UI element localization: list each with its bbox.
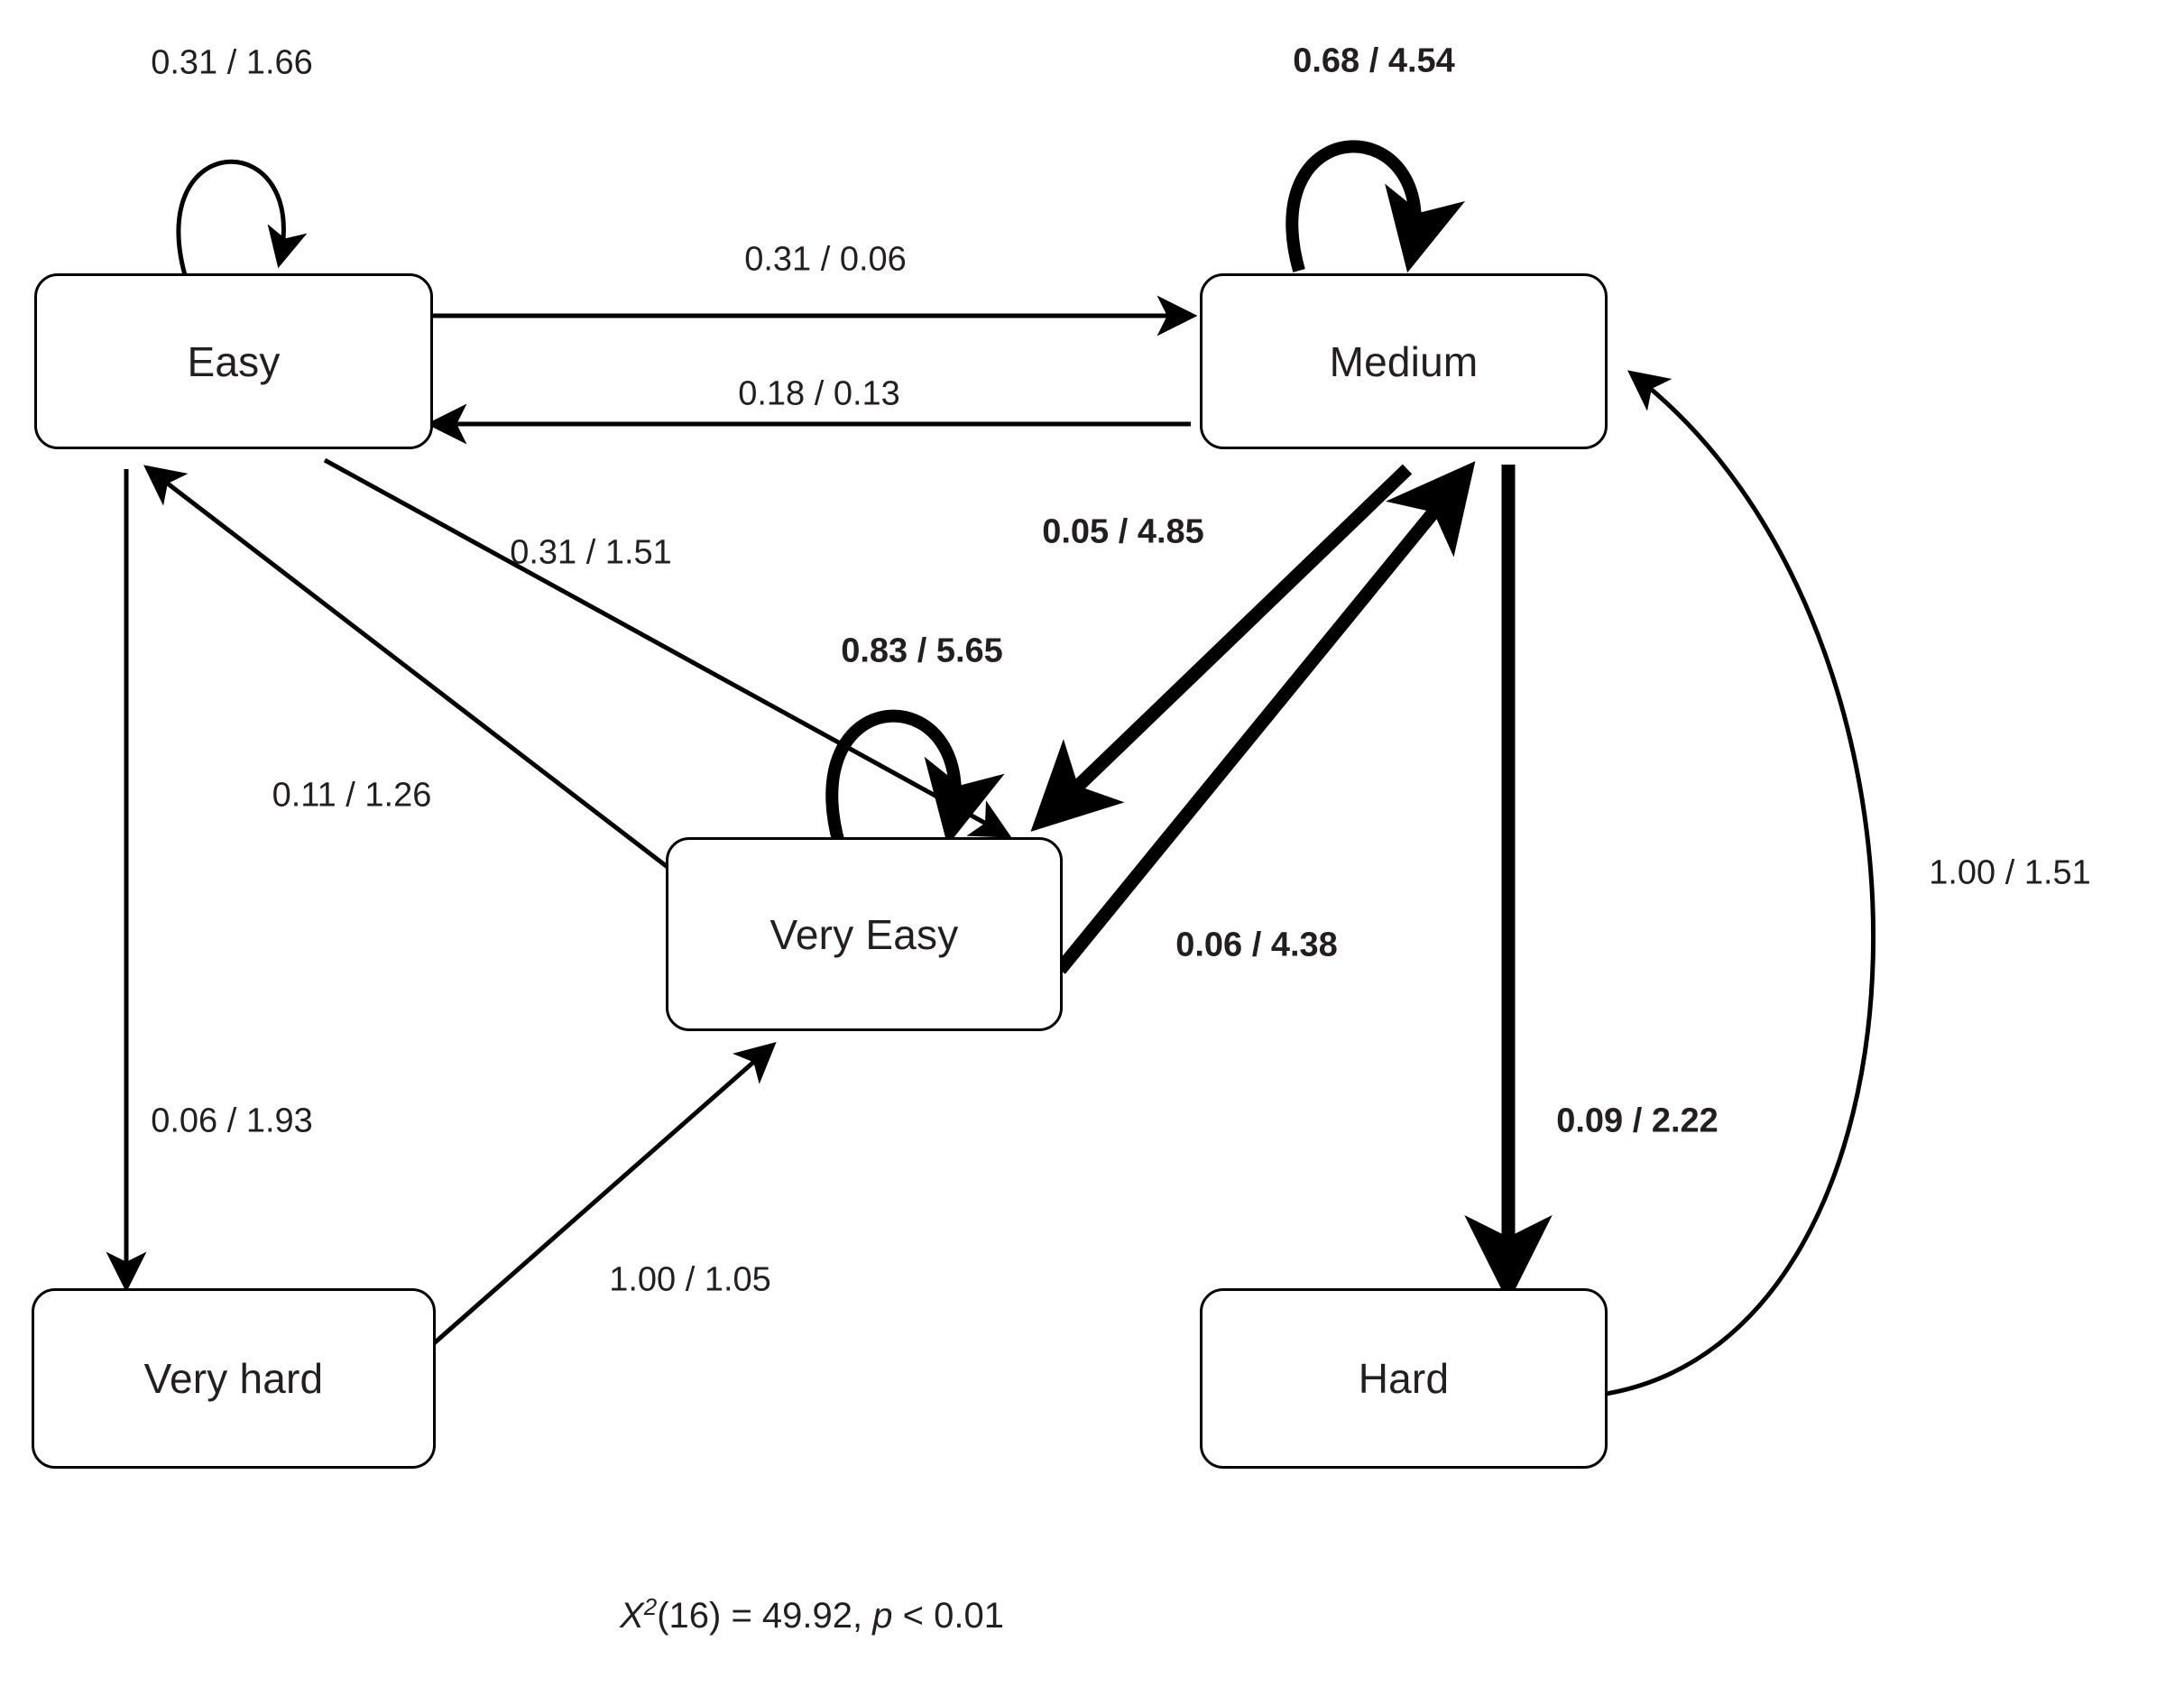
edge-label-easy-self: 0.31 / 1.66 <box>151 43 313 82</box>
chi-square-footnote <box>620 1593 1004 1636</box>
edge-label-very-easy-to-medium: 0.06 / 4.38 <box>1175 926 1338 964</box>
edge-very-easy-to-medium <box>1060 478 1461 970</box>
edge-label-medium-self: 0.68 / 4.54 <box>1293 41 1455 80</box>
node-very-hard-label: Very hard <box>143 1355 324 1402</box>
edge-very-easy-self <box>832 716 955 844</box>
edge-label-very-easy-self: 0.83 / 5.65 <box>841 631 1003 670</box>
edge-label-very-hard-to-very-easy: 1.00 / 1.05 <box>609 1260 771 1299</box>
edge-label-hard-to-medium: 1.00 / 1.51 <box>1929 853 2091 892</box>
edge-label-easy-to-medium: 0.31 / 0.06 <box>744 240 907 279</box>
edge-label-easy-to-very-easy: 0.31 / 1.51 <box>510 533 672 572</box>
edge-medium-self <box>1292 146 1415 271</box>
node-medium-label: Medium <box>1329 337 1479 385</box>
chi-symbol: X <box>620 1596 644 1636</box>
edge-hard-to-medium <box>1606 374 1874 1394</box>
node-easy-label: Easy <box>187 337 281 385</box>
node-hard-label: Hard <box>1358 1355 1450 1402</box>
node-easy[interactable] <box>34 273 433 449</box>
edge-easy-self <box>179 161 284 275</box>
node-medium[interactable] <box>1200 273 1608 449</box>
edge-label-medium-to-very-easy: 0.05 / 4.85 <box>1042 512 1204 551</box>
edge-label-medium-to-hard: 0.09 / 2.22 <box>1556 1102 1719 1140</box>
node-very-easy-label: Very Easy <box>769 910 959 958</box>
node-very-hard[interactable] <box>32 1288 436 1469</box>
p-symbol: p <box>872 1596 893 1636</box>
node-hard[interactable] <box>1200 1288 1608 1469</box>
chi-exponent: 2 <box>643 1592 658 1620</box>
chi-df-stats: (16) = 49.92, <box>657 1596 873 1636</box>
p-value: < 0.01 <box>892 1596 1004 1636</box>
edge-very-hard-to-very-easy <box>433 1046 771 1344</box>
edge-label-very-easy-to-easy: 0.11 / 1.26 <box>272 776 432 815</box>
node-very-easy[interactable] <box>666 837 1063 1031</box>
edge-label-easy-to-very-hard: 0.06 / 1.93 <box>151 1102 313 1140</box>
edge-label-medium-to-easy: 0.18 / 0.13 <box>738 374 900 413</box>
